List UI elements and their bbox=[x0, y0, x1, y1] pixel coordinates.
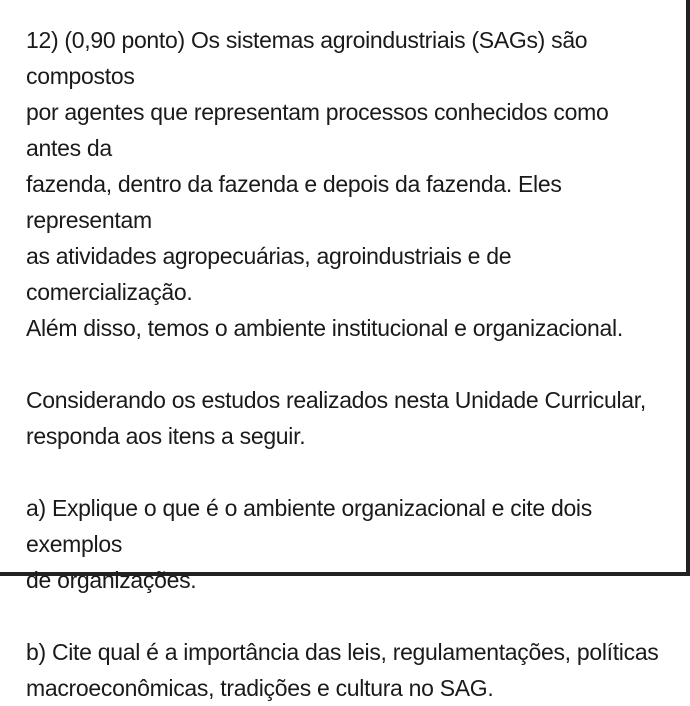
item-a-line: a) Explique o que é o ambiente organizacional e cite dois exemplos bbox=[26, 495, 592, 557]
question-text bbox=[26, 22, 666, 706]
item-b-line: macroeconômicas, tradições e cultura no SAG. bbox=[26, 675, 494, 701]
spacer bbox=[26, 346, 666, 382]
spacer bbox=[26, 454, 666, 490]
intro-line: as atividades agropecuárias, agroindustriais e de comercialização. bbox=[26, 243, 512, 305]
intro-line: por agentes que representam processos conhecidos como antes da bbox=[26, 99, 609, 161]
intro-line: fazenda, dentro da fazenda e depois da fazenda. Eles representam bbox=[26, 171, 562, 233]
spacer bbox=[26, 598, 666, 634]
item-a bbox=[26, 490, 666, 598]
instruction-paragraph bbox=[26, 382, 666, 454]
item-b-line: b) Cite qual é a importância das leis, regulamentações, políticas bbox=[26, 639, 659, 665]
intro-paragraph bbox=[26, 22, 666, 346]
item-b bbox=[26, 634, 666, 706]
instruction-line: Considerando os estudos realizados nesta Unidade Curricular, bbox=[26, 387, 646, 413]
item-a-line: de organizações. bbox=[26, 567, 197, 593]
intro-line: Além disso, temos o ambiente institucional e organizacional. bbox=[26, 315, 623, 341]
intro-line: 12) (0,90 ponto) Os sistemas agroindustriais (SAGs) são compostos bbox=[26, 27, 588, 89]
instruction-line: responda aos itens a seguir. bbox=[26, 423, 306, 449]
